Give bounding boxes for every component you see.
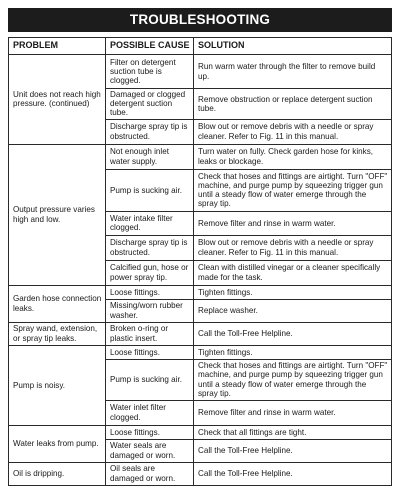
problem-cell: Oil is dripping. xyxy=(9,462,106,485)
solution-cell: Check that all fittings are tight. xyxy=(194,425,392,439)
cause-cell: Filter on detergent suction tube is clogged. xyxy=(106,55,194,89)
cause-cell: Missing/worn rubber washer. xyxy=(106,299,194,322)
table-row xyxy=(9,144,392,169)
cause-cell: Water intake filter clogged. xyxy=(106,211,194,235)
cause-cell: Water inlet filter clogged. xyxy=(106,400,194,425)
cause-cell: Pump is sucking air. xyxy=(106,169,194,211)
table-row xyxy=(9,322,392,345)
table-row xyxy=(9,345,392,359)
cause-cell: Water seals are damaged or worn. xyxy=(106,439,194,462)
cause-cell: Loose fittings. xyxy=(106,345,194,359)
cause-cell: Discharge spray tip is obstructed. xyxy=(106,119,194,144)
solution-cell: Check that hoses and fittings are airtight. Turn "OFF" machine, and purge pump by squeezing trigger gun until a steady flow of water emerge through the spray tip. xyxy=(194,169,392,211)
cause-cell: Damaged or clogged detergent suction tube. xyxy=(106,89,194,120)
cause-cell: Loose fittings. xyxy=(106,285,194,299)
table-row xyxy=(9,285,392,299)
problem-cell: Output pressure varies high and low. xyxy=(9,144,106,285)
table-body xyxy=(9,55,392,486)
solution-cell: Remove obstruction or replace detergent suction tube. xyxy=(194,89,392,120)
solution-cell: Clean with distilled vinegar or a cleaner specifically made for the task. xyxy=(194,260,392,285)
problem-cell: Spray wand, extension, or spray tip leaks. xyxy=(9,322,106,345)
solution-cell: Tighten fittings. xyxy=(194,285,392,299)
solution-cell: Check that hoses and fittings are airtight. Turn "OFF" machine, and purge pump by squeezing trigger gun until a steady flow of water emerge through the spray tip. xyxy=(194,359,392,400)
solution-cell: Blow out or remove debris with a needle or spray cleaner. Refer to Fig. 11 in this manual. xyxy=(194,235,392,260)
cause-cell: Not enough inlet water supply. xyxy=(106,144,194,169)
table-row xyxy=(9,425,392,439)
problem-cell: Pump is noisy. xyxy=(9,345,106,425)
solution-cell: Tighten fittings. xyxy=(194,345,392,359)
cause-cell: Broken o-ring or plastic insert. xyxy=(106,322,194,345)
problem-cell: Unit does not reach high pressure. (continued) xyxy=(9,55,106,145)
solution-cell: Run warm water through the filter to remove build up. xyxy=(194,55,392,89)
table-row xyxy=(9,462,392,485)
table-row xyxy=(9,55,392,89)
solution-cell: Call the Toll-Free Helpline. xyxy=(194,322,392,345)
cause-cell: Oil seals are damaged or worn. xyxy=(106,462,194,485)
header-possible-cause: POSSIBLE CAUSE xyxy=(106,38,194,55)
problem-cell: Water leaks from pump. xyxy=(9,425,106,462)
cause-cell: Discharge spray tip is obstructed. xyxy=(106,235,194,260)
solution-cell: Blow out or remove debris with a needle or spray cleaner. Refer to Fig. 11 in this manual. xyxy=(194,119,392,144)
solution-cell: Remove filter and rinse in warm water. xyxy=(194,400,392,425)
header-problem: PROBLEM xyxy=(9,38,106,55)
solution-cell: Call the Toll-Free Helpline. xyxy=(194,462,392,485)
problem-cell: Garden hose connection leaks. xyxy=(9,285,106,322)
cause-cell: Loose fittings. xyxy=(106,425,194,439)
troubleshooting-table xyxy=(8,37,392,486)
cause-cell: Pump is sucking air. xyxy=(106,359,194,400)
solution-cell: Turn water on fully. Check garden hose for kinks, leaks or blockage. xyxy=(194,144,392,169)
solution-cell: Call the Toll-Free Helpline. xyxy=(194,439,392,462)
page-title: TROUBLESHOOTING xyxy=(8,8,392,32)
cause-cell: Calcified gun, hose or power spray tip. xyxy=(106,260,194,285)
solution-cell: Remove filter and rinse in warm water. xyxy=(194,211,392,235)
header-solution: SOLUTION xyxy=(194,38,392,55)
table-header-row xyxy=(9,38,392,55)
solution-cell: Replace washer. xyxy=(194,299,392,322)
